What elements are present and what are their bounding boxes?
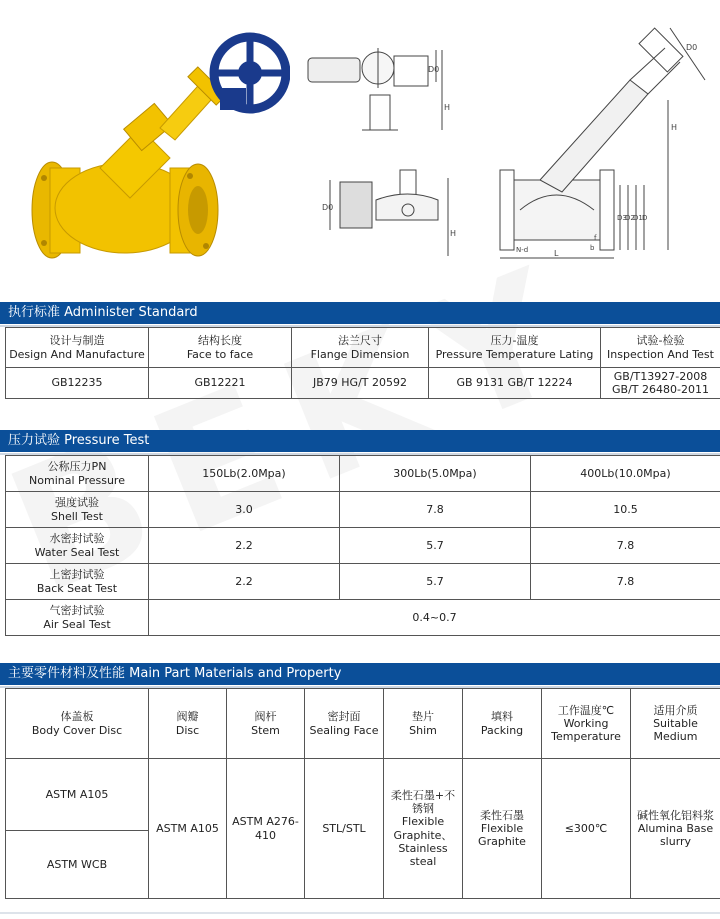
- valve-photo: [20, 18, 290, 263]
- header-cell: 适用介质 Suitable Medium: [631, 689, 720, 759]
- dim-label: H: [444, 103, 450, 112]
- header-cell: 垫片 Shim: [384, 689, 463, 759]
- dim-label: b: [590, 244, 595, 252]
- dim-label: D: [642, 214, 648, 222]
- header-cell: 300Lb(5.0Mpa): [340, 456, 531, 492]
- row-label: 水密封试验 Water Seal Test: [6, 528, 149, 564]
- valve-section-drawing: [490, 20, 715, 265]
- header-cell: 密封面 Sealing Face: [305, 689, 384, 759]
- dim-label: D1: [633, 214, 643, 222]
- footer-divider: [0, 912, 720, 914]
- value-cell: 7.8: [531, 564, 720, 600]
- value-cell: ASTM A105: [6, 759, 149, 831]
- value-cell: 7.8: [340, 492, 531, 528]
- header-cell: 试验-检验 Inspection And Test: [601, 328, 720, 368]
- header-cell: 阀杆 Stem: [227, 689, 305, 759]
- value-cell: 2.2: [149, 528, 340, 564]
- header-cell: 400Lb(10.0Mpa): [531, 456, 720, 492]
- row-label: 公称压力PN Nominal Pressure: [6, 456, 149, 492]
- value-cell: 7.8: [531, 528, 720, 564]
- dim-label: f: [594, 234, 597, 242]
- pressure-table: [5, 455, 720, 636]
- section-title-pressure: 压力试验 Pressure Test: [0, 430, 720, 452]
- value-cell: 0.4~0.7: [149, 600, 720, 636]
- header-cell: 工作温度℃ Working Temperature: [542, 689, 631, 759]
- value-cell: 柔性石墨 Flexible Graphite: [463, 759, 542, 899]
- dim-label: D0: [428, 65, 440, 74]
- value-cell: 碱性氧化铝料浆 Alumina Base slurry: [631, 759, 720, 899]
- dim-label: D2: [625, 214, 635, 222]
- value-cell: 5.7: [340, 564, 531, 600]
- value-cell: GB12235: [6, 368, 149, 399]
- value-cell: ASTM WCB: [6, 831, 149, 899]
- header-cell: 结构长度 Face to face: [149, 328, 292, 368]
- header-cell: 150Lb(2.0Mpa): [149, 456, 340, 492]
- header-cell: 压力-温度 Pressure Temperature Lating: [429, 328, 601, 368]
- section-title-materials: 主要零件材料及性能 Main Part Materials and Property: [0, 663, 720, 685]
- section-title-standard: 执行标准 Administer Standard: [0, 302, 720, 324]
- dim-label: H: [671, 123, 678, 132]
- dim-label: L: [554, 249, 559, 258]
- value-cell: GB12221: [149, 368, 292, 399]
- header-cell: 设计与制造 Design And Manufacture: [6, 328, 149, 368]
- row-label: 气密封试验 Air Seal Test: [6, 600, 149, 636]
- dim-label: H: [450, 229, 457, 238]
- standard-table: [5, 327, 720, 399]
- value-cell: ASTM A276-410: [227, 759, 305, 899]
- dim-label: D0: [322, 203, 334, 212]
- value-cell: 5.7: [340, 528, 531, 564]
- value-cell: GB 9131 GB/T 12224: [429, 368, 601, 399]
- value-cell: 10.5: [531, 492, 720, 528]
- actuator-side-drawing: [320, 160, 460, 260]
- value-cell: GB/T13927-2008 GB/T 26480-2011: [601, 368, 720, 399]
- value-cell: ASTM A105: [149, 759, 227, 899]
- dim-label: D3: [617, 214, 627, 222]
- value-cell: 2.2: [149, 564, 340, 600]
- value-cell: STL/STL: [305, 759, 384, 899]
- product-images: [0, 0, 720, 290]
- actuator-top-drawing: [300, 20, 450, 140]
- dim-label: D0: [686, 43, 698, 52]
- value-cell: ≤300℃: [542, 759, 631, 899]
- header-cell: 法兰尺寸 Flange Dimension: [292, 328, 429, 368]
- value-cell: 3.0: [149, 492, 340, 528]
- value-cell: JB79 HG/T 20592: [292, 368, 429, 399]
- header-cell: 阀瓣 Disc: [149, 689, 227, 759]
- value-cell: 柔性石墨+不锈钢 Flexible Graphite、Stainless steal: [384, 759, 463, 899]
- header-cell: 填料 Packing: [463, 689, 542, 759]
- materials-table: [5, 688, 720, 899]
- row-label: 上密封试验 Back Seat Test: [6, 564, 149, 600]
- dim-label: N-d: [516, 246, 529, 254]
- header-cell: 体盖板 Body Cover Disc: [6, 689, 149, 759]
- row-label: 强度试验 Shell Test: [6, 492, 149, 528]
